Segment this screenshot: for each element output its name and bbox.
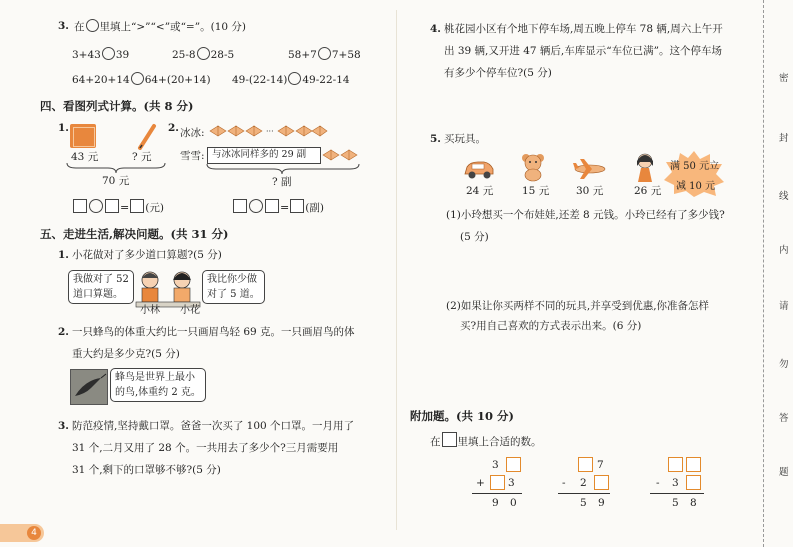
bows-row-1 <box>208 124 328 138</box>
bows-extra <box>322 148 360 162</box>
svg-text:···: ··· <box>266 127 274 136</box>
answer-circle[interactable] <box>197 47 210 60</box>
q3-number: 3. <box>58 20 69 32</box>
same-amount-box: 与冰冰同样多的 29 副 <box>207 147 321 164</box>
price-bear: 15 元 <box>522 185 550 197</box>
answer-box[interactable] <box>290 199 304 213</box>
q5-sub2-line2: 买?用自己喜欢的方式表示出来。(6 分) <box>460 320 642 332</box>
promo-line1: 满 50 元立 <box>670 161 720 172</box>
s5-q3-number: 3. <box>58 420 69 432</box>
compare-item: 58+7 7+58 <box>288 49 361 61</box>
seal-char: 线 <box>779 191 789 202</box>
answer-box[interactable] <box>233 199 247 213</box>
q3-instruction: 在 里填上“>”“<”或“=”。(10 分) <box>74 21 246 33</box>
eq2-mid-digit: 2 <box>580 477 587 489</box>
seal-char: 内 <box>779 245 789 256</box>
q4-line2: 出 39 辆,又开进 47 辆后,车库显示“车位已满”。这个停车场 <box>444 45 722 57</box>
price-notebook: 43 元 <box>71 151 99 163</box>
section-4-title: 四、看图列式计算。(共 8 分) <box>40 99 194 113</box>
s5-q3-line2: 31 个,二月又用了 28 个。一共用去了多少个?三月需要用 <box>72 442 339 454</box>
eq1-operator: + <box>476 477 485 489</box>
equation-boxes-2: = (副) <box>232 196 324 215</box>
answer-box[interactable] <box>105 199 119 213</box>
seal-char: 勿 <box>779 359 789 370</box>
eq3-operator: - <box>656 477 660 489</box>
price-pen: ? 元 <box>132 151 152 163</box>
q4-number: 4. <box>430 23 441 35</box>
q5-title: 买玩具。 <box>444 133 486 145</box>
price-doll: 26 元 <box>634 185 662 197</box>
eq3-line <box>650 493 704 494</box>
pen-icon <box>136 122 158 150</box>
q5-number: 5. <box>430 133 441 145</box>
eq1-result: 9 0 <box>492 497 521 509</box>
name-xiaolin: 小林 <box>140 305 160 316</box>
square-icon <box>442 432 457 447</box>
answer-box[interactable] <box>130 199 144 213</box>
s4-p1-number: 1. <box>58 122 69 134</box>
answer-circle[interactable] <box>131 72 144 85</box>
eq1-mid-digit: 3 <box>508 477 515 489</box>
label-xuexue: 雪雪: <box>180 150 205 162</box>
q5-sub1-line1: (1)小玲想买一个布娃娃,还差 8 元钱。小玲已经有了多少钱? <box>446 209 725 221</box>
s5-q1-number: 1. <box>58 249 69 261</box>
eq2-line <box>558 493 610 494</box>
seal-char: 题 <box>779 467 789 478</box>
label-bingbing: 冰冰: <box>180 127 205 139</box>
eq3-blank-top-right[interactable] <box>686 457 701 472</box>
q4-line3: 有多少个停车位?(5 分) <box>444 67 552 79</box>
eq1-top-digit: 3 <box>492 459 499 471</box>
extra-instruction: 在 里填上合适的数。 <box>430 432 542 449</box>
compare-item: 49-(22-14) 49-22-14 <box>232 74 350 86</box>
s5-q2-number: 2. <box>58 326 69 338</box>
price-plane: 30 元 <box>576 185 604 197</box>
answer-circle[interactable] <box>318 47 331 60</box>
name-xiaohua: 小花 <box>180 305 200 316</box>
circle-icon <box>86 19 99 32</box>
answer-circle[interactable] <box>288 72 301 85</box>
eq2-operator: - <box>562 477 566 489</box>
bows-brace <box>206 163 360 175</box>
toy-bear-image <box>518 152 548 182</box>
eq3-result: 5 8 <box>672 497 701 509</box>
q4-line1: 桃花园小区有个地下停车场,周五晚上停车 78 辆,周六上午开 <box>444 23 723 35</box>
dashed-seal-line <box>763 0 764 547</box>
eq1-blank-mid[interactable] <box>490 475 505 490</box>
eq2-top-digit: 7 <box>597 459 604 471</box>
operator-circle[interactable] <box>249 199 263 213</box>
compare-item: 64+20+14 64+(20+14) <box>72 74 211 86</box>
total-brace <box>66 162 166 174</box>
page-number-tab <box>0 524 44 542</box>
equation-boxes-1: = (元) <box>72 196 164 215</box>
page-divider <box>396 10 397 530</box>
eq1-blank-top[interactable] <box>506 457 521 472</box>
eq3-blank-mid[interactable] <box>686 475 701 490</box>
seal-char: 请 <box>779 301 789 312</box>
s5-q2-line2: 重大约是多少克?(5 分) <box>72 348 180 360</box>
eq3-mid-digit: 3 <box>672 477 679 489</box>
promo-line2: 减 10 元 <box>676 181 716 192</box>
speech-bubble-xiaolin: 我做对了 52 道口算题。 <box>68 270 134 304</box>
seal-char: 封 <box>779 133 789 144</box>
price-car: 24 元 <box>466 185 494 197</box>
s4-p2-number: 2. <box>168 122 179 134</box>
section-5-title: 五、走进生活,解决问题。(共 31 分) <box>40 227 229 241</box>
eq2-result: 5 9 <box>580 497 609 509</box>
seal-char: 答 <box>779 413 789 424</box>
answer-box[interactable] <box>265 199 279 213</box>
total-pairs: ? 副 <box>272 176 292 188</box>
eq3-blank-top-left[interactable] <box>668 457 683 472</box>
speech-bubble-xiaohua: 我比你少做 对了 5 道。 <box>202 270 265 304</box>
answer-box[interactable] <box>73 199 87 213</box>
s5-q3-line1: 防范疫情,坚持戴口罩。爸爸一次买了 100 个口罩。一月用了 <box>72 420 355 432</box>
seal-char: 密 <box>779 73 789 84</box>
compare-item: 3+43 39 <box>72 49 130 61</box>
q5-sub2-line1: (2)如果让你买两样不同的玩具,并享受到优惠,你准备怎样 <box>446 300 710 312</box>
page-number: 4 <box>27 526 41 540</box>
total-price: 70 元 <box>102 175 130 187</box>
eq1-line <box>472 493 522 494</box>
hummingbird-photo <box>70 369 108 405</box>
toy-doll-image <box>632 152 658 184</box>
s5-q2-line1: 一只蜂鸟的体重大约比一只画眉鸟轻 69 克。一只画眉鸟的体 <box>72 326 355 338</box>
s5-q3-line3: 31 个,剩下的口罩够不够?(5 分) <box>72 464 221 476</box>
compare-item: 25-8 28-5 <box>172 49 235 61</box>
toy-plane-image <box>572 156 608 182</box>
toy-car-image <box>462 156 496 182</box>
s5-q1-text: 小花做对了多少道口算题?(5 分) <box>72 249 222 261</box>
seal-line-strip <box>753 0 793 547</box>
answer-circle[interactable] <box>102 47 115 60</box>
eq2-blank-top[interactable] <box>578 457 593 472</box>
extra-title: 附加题。(共 10 分) <box>410 409 514 423</box>
q5-sub1-line2: (5 分) <box>460 231 489 243</box>
hummingbird-bubble: 蜂鸟是世界上最小 的鸟,体重约 2 克。 <box>110 368 206 402</box>
eq2-blank-mid[interactable] <box>594 475 609 490</box>
operator-circle[interactable] <box>89 199 103 213</box>
notebook-image <box>70 124 96 148</box>
